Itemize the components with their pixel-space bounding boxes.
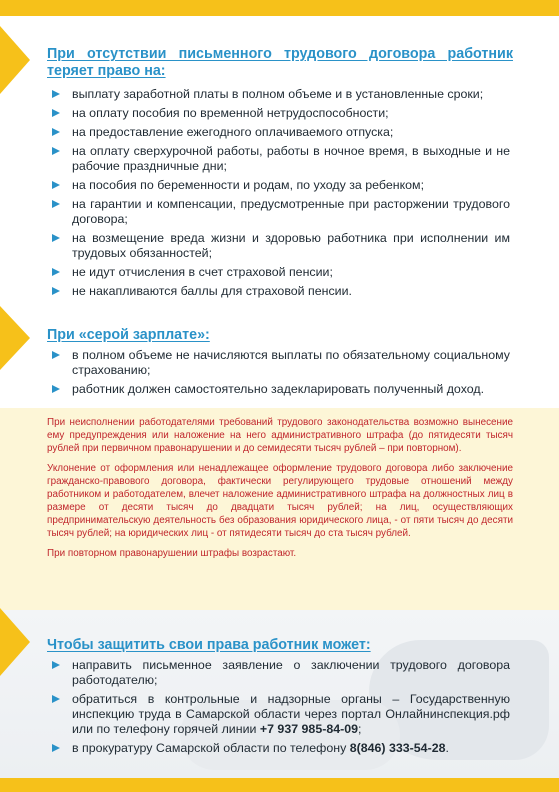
list-item: не накапливаются баллы для страховой пенсии. (50, 284, 510, 299)
top-decorative-bar (0, 0, 559, 16)
bullet-icon (52, 200, 60, 208)
chevron-marker-3 (0, 608, 30, 676)
section1-heading: При отсутствии письменного трудового договора работник теряет право на: (47, 46, 513, 79)
bullet-icon (52, 109, 60, 117)
bullet-icon (52, 234, 60, 242)
bullet-icon (52, 90, 60, 98)
list-item: в прокуратуру Самарской области по телефону 8(846) 333-54-28. (50, 741, 510, 756)
bullet-icon (52, 287, 60, 295)
hotline-phone: +7 937 985-84-09 (259, 722, 359, 736)
warning-text (47, 416, 513, 567)
list-item: обратиться в контрольные и надзорные органы – Государственную инспекцию труда в Самарской области через портал Онлайнинспекция.рф или по телефону горячей линии +7 937 985-84-09; (50, 692, 510, 737)
section1-list (50, 87, 510, 303)
list-item: на возмещение вреда жизни и здоровью работника при исполнении им трудовых обязанностей; (50, 231, 510, 261)
bullet-icon (52, 695, 60, 703)
bottom-decorative-bar (0, 778, 559, 792)
bullet-icon (52, 661, 60, 669)
warning-paragraph: При неисполнении работодателями требований трудового законодательства возможно вынесение ему предупреждения или наложение на него административного штрафа (до пятидесяти тысяч рублей при первичном правонарушении и до семидесяти тысяч рублей – при повторном). (47, 417, 513, 454)
bullet-icon (52, 385, 60, 393)
bullet-icon (52, 128, 60, 136)
chevron-marker-1 (0, 26, 30, 94)
bullet-icon (52, 268, 60, 276)
list-item: на оплату пособия по временной нетрудоспособности; (50, 106, 510, 121)
list-item: выплату заработной платы в полном объеме и в установленные сроки; (50, 87, 510, 102)
prosecutor-phone: 8(846) 333-54-28 (349, 741, 446, 755)
bullet-icon (52, 351, 60, 359)
warning-paragraph: Уклонение от оформления или ненадлежащее оформление трудового договора либо заключение гражданско-правового договора, фактически регулирующего трудовые отношений между работником и работодателем, влечет наложение административного штрафа на должностных лиц в размере от десяти тысяч до двадцати тысяч рублей; на лиц, осуществляющих предпринимательскую деятельность без образования юридического лица, - от пяти тысяч до десяти тысяч рублей; на юридических лиц - от пятидесяти тысяч до ста тысяч рублей. (47, 463, 513, 539)
list-item: на оплату сверхурочной работы, работы в ночное время, в выходные и не рабочие праздничные дни; (50, 144, 510, 174)
chevron-marker-2 (0, 306, 30, 370)
list-item: на гарантии и компенсации, предусмотренные при расторжении трудового договора; (50, 197, 510, 227)
list-item: работник должен самостоятельно задекларировать полученный доход. (50, 382, 510, 397)
list-item: направить письменное заявление о заключении трудового договора работодателю; (50, 658, 510, 688)
list-item: на пособия по беременности и родам, по уходу за ребенком; (50, 178, 510, 193)
list-item: не идут отчисления в счет страховой пенсии; (50, 265, 510, 280)
list-item: в полном объеме не начисляются выплаты по обязательному социальному страхованию; (50, 348, 510, 378)
list-item: на предоставление ежегодного оплачиваемого отпуска; (50, 125, 510, 140)
warning-paragraph: При повторном правонарушении штрафы возрастают. (47, 548, 297, 559)
section3-list (50, 658, 510, 760)
section3-heading: Чтобы защитить свои права работник может: (47, 637, 371, 653)
bullet-icon (52, 147, 60, 155)
bullet-icon (52, 744, 60, 752)
bullet-icon (52, 181, 60, 189)
section2-list (50, 348, 510, 401)
section2-heading: При «серой зарплате»: (47, 327, 210, 343)
